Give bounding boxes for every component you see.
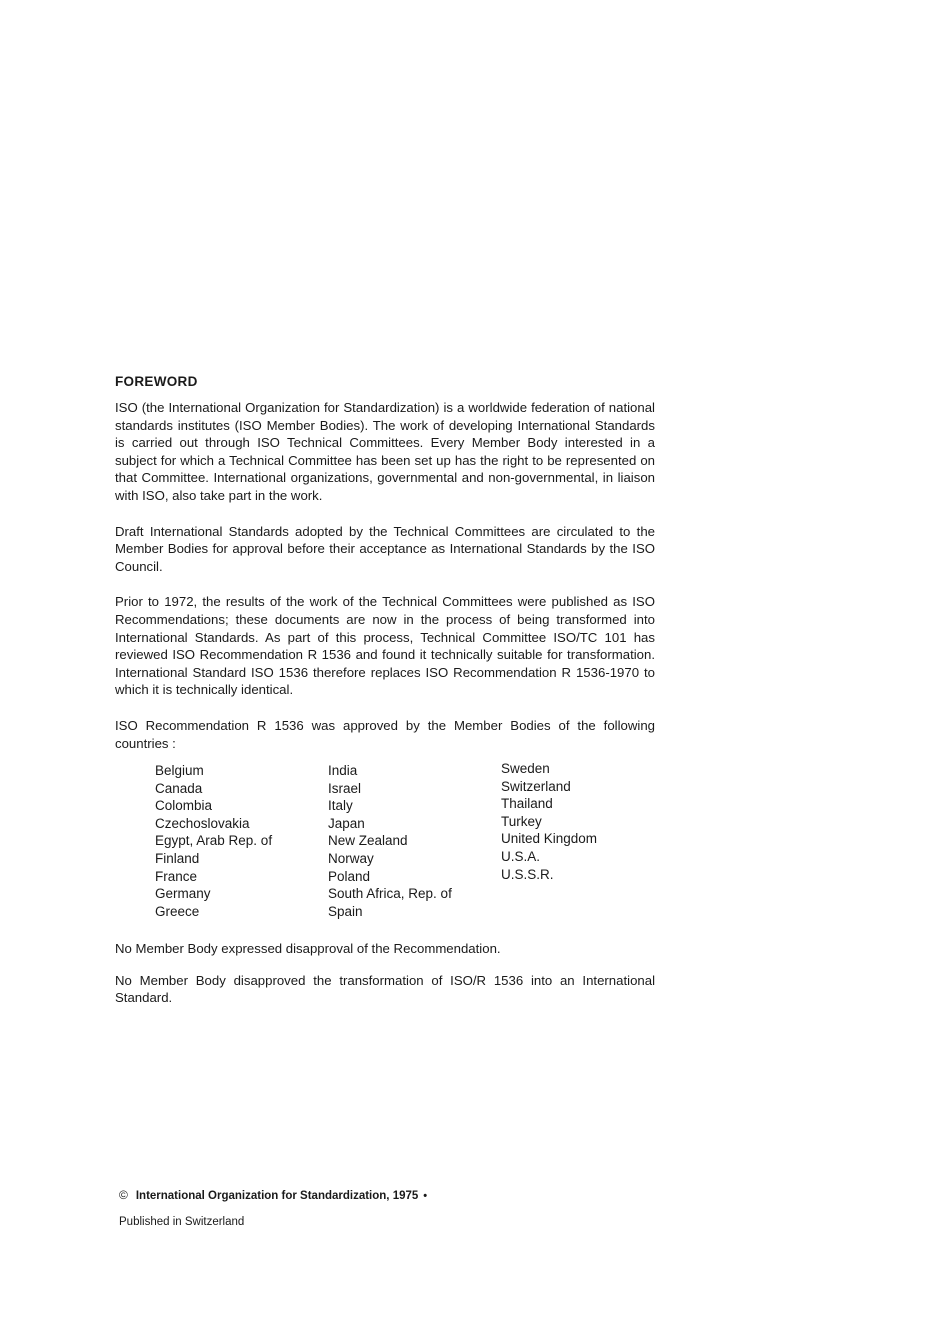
bullet-icon: • bbox=[423, 1190, 428, 1202]
country-item: Thailand bbox=[501, 796, 553, 812]
copyright-text: International Organization for Standardization, 1975 bbox=[135, 1190, 419, 1202]
country-list bbox=[155, 762, 655, 922]
country-item: Greece bbox=[155, 903, 200, 919]
foreword-paragraph-2: Draft International Standards adopted by the Technical Committees are circulated to the Member Bodies for approval before their acceptance as International Standards by the ISO Council. bbox=[115, 523, 655, 574]
country-item: India bbox=[328, 763, 358, 779]
foreword-section bbox=[115, 374, 655, 1021]
page-footer bbox=[119, 1188, 619, 1228]
country-item: Belgium bbox=[155, 763, 204, 779]
country-item: Spain bbox=[328, 903, 363, 919]
country-item: Germany bbox=[155, 886, 211, 902]
country-item: Switzerland bbox=[501, 778, 571, 794]
country-item: Turkey bbox=[501, 813, 542, 829]
country-item: Israel bbox=[328, 780, 362, 796]
country-column-2 bbox=[328, 762, 452, 920]
country-column-1 bbox=[155, 762, 272, 920]
country-item: Czechoslovakia bbox=[155, 815, 250, 831]
country-item: Sweden bbox=[501, 761, 550, 777]
country-item: France bbox=[155, 868, 198, 884]
published-location: Published in Switzerland bbox=[119, 1216, 245, 1228]
country-item: U.S.S.R. bbox=[501, 866, 554, 882]
country-item: Japan bbox=[328, 815, 365, 831]
country-item: Poland bbox=[328, 868, 371, 884]
country-item: New Zealand bbox=[328, 833, 408, 849]
foreword-paragraph-1: ISO (the International Organization for Standardization) is a worldwide federation of national standards institutes (ISO Member Bodies). The work of developing International Standards is carried out through ISO Technical Committees. Every Member Body interested in a subject for which a Technical Committee has been set up has the right to be represented on that Committee. International organizations, governmental and non-governmental, in liaison with ISO, also take part in the work. bbox=[115, 400, 655, 503]
transformation-note: No Member Body disapproved the transformation of ISO/R 1536 into an International Standard. bbox=[115, 972, 655, 1006]
country-item: Italy bbox=[328, 798, 353, 814]
copyright-symbol: © bbox=[119, 1188, 128, 1202]
country-item: United Kingdom bbox=[501, 831, 598, 847]
disapproval-note: No Member Body expressed disapproval of the Recommendation. bbox=[115, 941, 501, 957]
country-item: South Africa, Rep. of bbox=[328, 886, 452, 902]
country-item: Finland bbox=[155, 851, 200, 867]
foreword-heading: FOREWORD bbox=[115, 374, 198, 389]
country-item: Colombia bbox=[155, 798, 213, 814]
country-column-3 bbox=[501, 760, 597, 883]
foreword-paragraph-4: ISO Recommendation R 1536 was approved by the Member Bodies of the following countries : bbox=[115, 717, 655, 751]
country-item: Canada bbox=[155, 780, 203, 796]
country-item: U.S.A. bbox=[501, 849, 541, 865]
country-item: Egypt, Arab Rep. of bbox=[155, 833, 273, 849]
country-item: Norway bbox=[328, 851, 374, 867]
foreword-paragraph-3: Prior to 1972, the results of the work of the Technical Committees were published as ISO Recommendations; these documents are now in the process of being transformed into International Standards. As part of this process, Technical Committee ISO/TC 101 has reviewed ISO Recommendation R 1536 and found it technically suitable for transformation. International Standard ISO 1536 therefore replaces ISO Recommendation R 1536-1970 to which it is technically identical. bbox=[115, 594, 655, 698]
copyright-line bbox=[119, 1188, 619, 1202]
